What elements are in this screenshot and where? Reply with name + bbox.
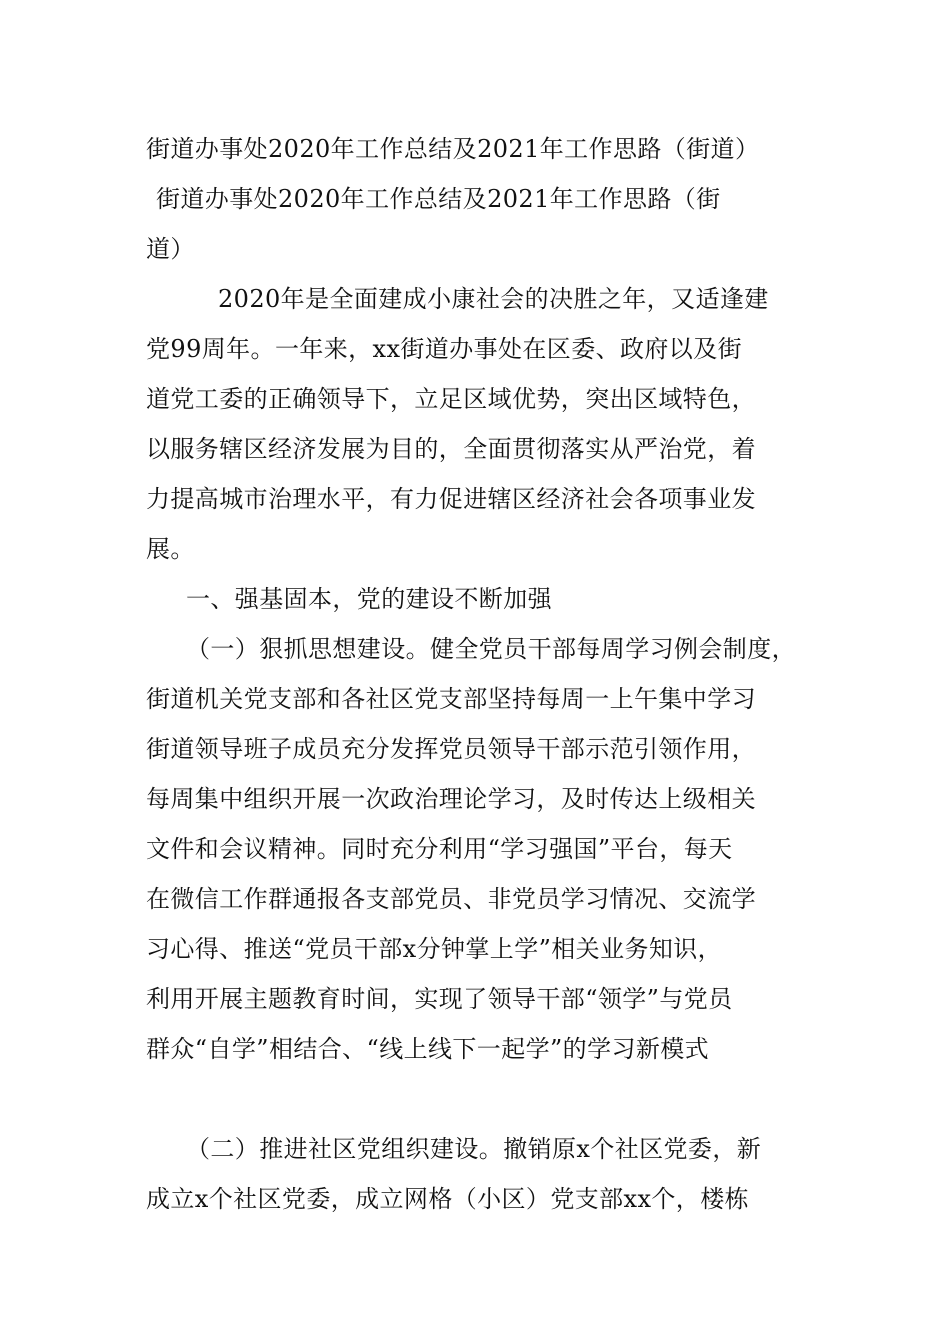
section-1-1-line-9: 群众“自学”相结合、“线上线下一起学”的学习新模式 — [146, 1035, 710, 1063]
section-1-1-line-5: 文件和会议精神。同时充分利用“学习强国”平台，每天 — [146, 835, 733, 863]
paragraph-1-line-1: 2020年是全面建成小康社会的决胜之年，又适逢建 — [218, 285, 769, 313]
subtitle-line-1: 街道办事处2020年工作总结及2021年工作思路（街 — [156, 185, 721, 213]
subtitle-line-2: 道） — [146, 235, 195, 263]
section-1-2-line-2: 成立x个社区党委，成立网格（小区）党支部xx个，楼栋 — [146, 1185, 750, 1213]
section-1-2-line-1: （二）推进社区党组织建设。撤销原x个社区党委，新 — [186, 1135, 762, 1163]
document-title: 街道办事处2020年工作总结及2021年工作思路（街道） — [146, 135, 760, 163]
section-1-1-line-2: 街道机关党支部和各社区党支部坚持每周一上午集中学习 — [146, 685, 756, 713]
paragraph-1-line-3: 道党工委的正确领导下，立足区域优势，突出区域特色， — [146, 385, 756, 413]
paragraph-1-line-2: 党99周年。一年来，xx街道办事处在区委、政府以及街 — [146, 335, 743, 363]
paragraph-1-line-6: 展。 — [146, 535, 195, 563]
paragraph-1-line-4: 以服务辖区经济发展为目的，全面贯彻落实从严治党，着 — [146, 435, 756, 463]
section-1-1-line-7: 习心得、推送“党员干部x分钟掌上学”相关业务知识， — [146, 935, 723, 963]
section-1-1-line-8: 利用开展主题教育时间，实现了领导干部“领学”与党员 — [146, 985, 733, 1013]
section-1-1-line-6: 在微信工作群通报各支部党员、非党员学习情况、交流学 — [146, 885, 756, 913]
paragraph-1-line-5: 力提高城市治理水平，有力促进辖区经济社会各项事业发 — [146, 485, 756, 513]
section-1-1-line-1: （一）狠抓思想建设。健全党员干部每周学习例会制度， — [186, 635, 796, 663]
section-1-heading: 一、强基固本，党的建设不断加强 — [186, 585, 552, 613]
section-1-1-line-3: 街道领导班子成员充分发挥党员领导干部示范引领作用， — [146, 735, 756, 763]
section-1-1-line-4: 每周集中组织开展一次政治理论学习，及时传达上级相关 — [146, 785, 756, 813]
